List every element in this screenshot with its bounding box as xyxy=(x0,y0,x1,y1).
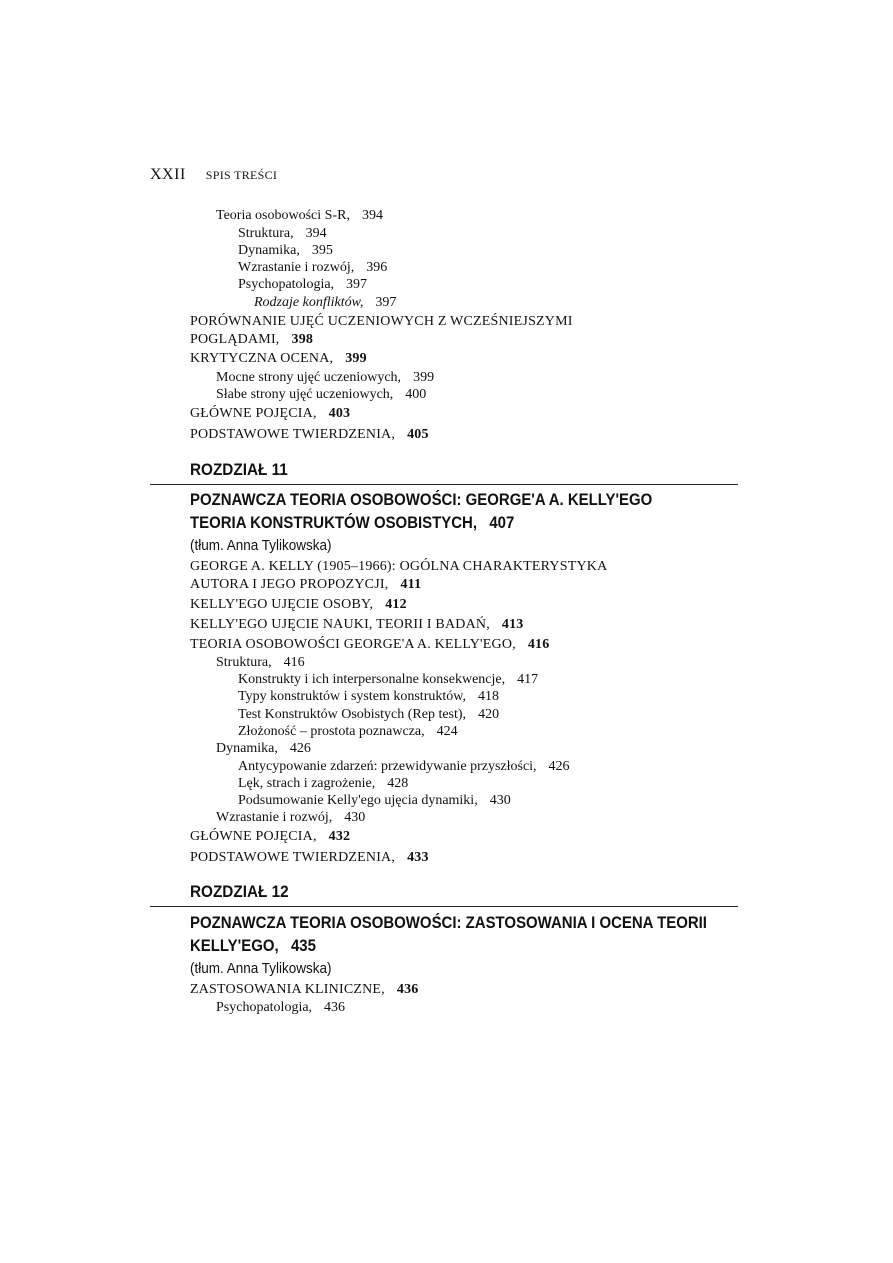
toc-entry xyxy=(254,294,396,311)
page-number: XXII xyxy=(150,166,186,183)
toc-entry-text: Typy konstruktów i system konstruktów, xyxy=(238,689,466,704)
chapter-title-page: 407 xyxy=(489,513,515,532)
toc-entry xyxy=(238,242,333,259)
toc-section-page: 403 xyxy=(328,406,351,421)
toc-entry-page: 420 xyxy=(478,707,500,722)
toc-entry-page: 395 xyxy=(311,243,333,258)
toc-section xyxy=(190,331,313,348)
toc-section xyxy=(190,849,429,866)
toc-entry xyxy=(238,259,387,276)
toc-section-page: 433 xyxy=(407,850,429,865)
chapter-title xyxy=(190,489,652,511)
toc-entry-text: Test Konstruktów Osobistych (Rep test), xyxy=(238,707,467,722)
chapter-title-text: POZNAWCZA TEORIA OSOBOWOŚCI: GEORGE'A A. KELLY'EGO xyxy=(190,490,653,509)
toc-entry-text: Psychopatologia, xyxy=(216,1000,313,1015)
chapter-title-page: 435 xyxy=(290,936,316,955)
toc-entry-text: Teoria osobowości S-R, xyxy=(216,208,350,223)
toc-entry-page: 416 xyxy=(283,655,305,670)
toc-section-text: TEORIA OSOBOWOŚCI GEORGE'A A. KELLY'EGO, xyxy=(190,637,516,652)
toc-entry xyxy=(216,369,434,386)
toc-section xyxy=(190,828,350,845)
toc-entry-text: Dynamika, xyxy=(238,243,300,258)
toc-section xyxy=(190,426,429,443)
toc-entry-text: Rodzaje konfliktów, xyxy=(254,295,364,310)
chapter-rule xyxy=(150,906,738,907)
toc-section xyxy=(190,981,419,998)
toc-entry-text: Psychopatologia, xyxy=(238,277,335,292)
running-title: SPIS TREŚCI xyxy=(205,168,278,182)
toc-section-text: POGLĄDAMI, xyxy=(190,332,280,347)
chapter-label: ROZDZIAŁ 11 xyxy=(190,460,288,479)
toc-section-text: PODSTAWOWE TWIERDZENIA, xyxy=(190,850,396,865)
toc-entry-page: 436 xyxy=(324,1000,346,1015)
toc-section xyxy=(190,616,524,633)
toc-section xyxy=(190,596,407,613)
chapter-rule xyxy=(150,484,738,485)
toc-entry xyxy=(216,999,345,1016)
toc-entry-text: Wzrastanie i rozwój, xyxy=(238,260,355,275)
chapter-title-text: KELLY'EGO, xyxy=(190,936,279,955)
toc-entry xyxy=(238,688,499,705)
toc-entry-text: Podsumowanie Kelly'ego ujęcia dynamiki, xyxy=(238,793,478,808)
toc-section xyxy=(190,576,421,593)
toc-section-text: GEORGE A. KELLY (1905–1966): OGÓLNA CHARAKTERYSTYKA xyxy=(190,559,608,574)
toc-entry-page: 417 xyxy=(517,672,539,687)
toc-entry-page: 397 xyxy=(375,295,397,310)
toc-section-text: GŁÓWNE POJĘCIA, xyxy=(190,829,317,844)
translator-credit: (tłum. Anna Tylikowska) xyxy=(190,960,332,977)
toc-entry xyxy=(238,706,499,723)
toc-entry-text: Słabe strony ujęć uczeniowych, xyxy=(216,387,394,402)
chapter-title xyxy=(190,512,514,534)
chapter-title xyxy=(190,912,707,934)
toc-entry xyxy=(238,225,327,242)
toc-entry-page: 397 xyxy=(346,277,368,292)
toc-entry-page: 396 xyxy=(366,260,388,275)
toc-entry-page: 430 xyxy=(344,810,366,825)
toc-entry-page: 400 xyxy=(405,387,427,402)
toc-entry-text: Lęk, strach i zagrożenie, xyxy=(238,776,376,791)
toc-entry xyxy=(216,809,365,826)
chapter-title xyxy=(190,935,316,957)
toc-section xyxy=(190,313,573,330)
toc-entry xyxy=(216,207,383,224)
toc-entry-text: Struktura, xyxy=(238,226,294,241)
toc-section-text: GŁÓWNE POJĘCIA, xyxy=(190,406,317,421)
toc-entry-page: 394 xyxy=(305,226,327,241)
toc-section-text: PORÓWNANIE UJĘĆ UCZENIOWYCH Z WCZEŚNIEJSZYMI xyxy=(190,314,573,329)
toc-entry-page: 426 xyxy=(548,759,570,774)
chapter-label: ROZDZIAŁ 12 xyxy=(190,882,289,901)
toc-entry xyxy=(238,775,408,792)
toc-entry-page: 428 xyxy=(387,776,409,791)
toc-entry xyxy=(238,276,367,293)
toc-entry-text: Antycypowanie zdarzeń: przewidywanie przyszłości, xyxy=(238,759,537,774)
toc-entry xyxy=(238,723,458,740)
toc-section-page: 416 xyxy=(527,637,550,652)
toc-section xyxy=(190,405,350,422)
toc-section-page: 405 xyxy=(407,427,429,442)
toc-section-page: 411 xyxy=(400,577,422,592)
toc-entry-page: 399 xyxy=(413,370,435,385)
toc-section-page: 412 xyxy=(385,597,407,612)
toc-entry xyxy=(238,792,511,809)
toc-section-page: 413 xyxy=(501,617,524,632)
toc-section xyxy=(190,350,367,367)
toc-entry xyxy=(238,758,570,775)
toc-entry-page: 418 xyxy=(477,689,499,704)
toc-section xyxy=(190,558,607,575)
toc-entry-text: Konstrukty i ich interpersonalne konsekwencje, xyxy=(238,672,506,687)
toc-entry xyxy=(238,671,538,688)
toc-entry-text: Dynamika, xyxy=(216,741,278,756)
toc-entry xyxy=(216,386,426,403)
toc-section-text: KRYTYCZNA OCENA, xyxy=(190,351,334,366)
toc-entry-text: Złożoność – prostota poznawcza, xyxy=(238,724,425,739)
toc-section-text: ZASTOSOWANIA KLINICZNE, xyxy=(190,982,385,997)
page-header xyxy=(150,166,277,188)
toc-entry-text: Mocne strony ujęć uczeniowych, xyxy=(216,370,402,385)
toc-section-text: KELLY'EGO UJĘCIE NAUKI, TEORII I BADAŃ, xyxy=(190,617,490,632)
toc-entry-text: Struktura, xyxy=(216,655,272,670)
chapter-title-text: TEORIA KONSTRUKTÓW OSOBISTYCH, xyxy=(190,513,478,532)
toc-section-text: PODSTAWOWE TWIERDZENIA, xyxy=(190,427,396,442)
toc-entry-page: 424 xyxy=(436,724,458,739)
toc-section-page: 432 xyxy=(328,829,351,844)
toc-entry-text: Wzrastanie i rozwój, xyxy=(216,810,333,825)
toc-entry xyxy=(216,654,305,671)
toc-section-page: 436 xyxy=(396,982,419,997)
translator-credit: (tłum. Anna Tylikowska) xyxy=(190,537,332,554)
toc-section-text: AUTORA I JEGO PROPOZYCJI, xyxy=(190,577,389,592)
toc-section xyxy=(190,636,549,653)
toc-entry-page: 426 xyxy=(289,741,311,756)
chapter-title-text: POZNAWCZA TEORIA OSOBOWOŚCI: ZASTOSOWANIA I OCENA TEORII xyxy=(190,913,707,932)
toc-section-text: KELLY'EGO UJĘCIE OSOBY, xyxy=(190,597,374,612)
toc-section-page: 398 xyxy=(291,332,314,347)
toc-entry xyxy=(216,740,311,757)
toc-entry-page: 430 xyxy=(489,793,511,808)
toc-entry-page: 394 xyxy=(361,208,383,223)
toc-section-page: 399 xyxy=(345,351,367,366)
